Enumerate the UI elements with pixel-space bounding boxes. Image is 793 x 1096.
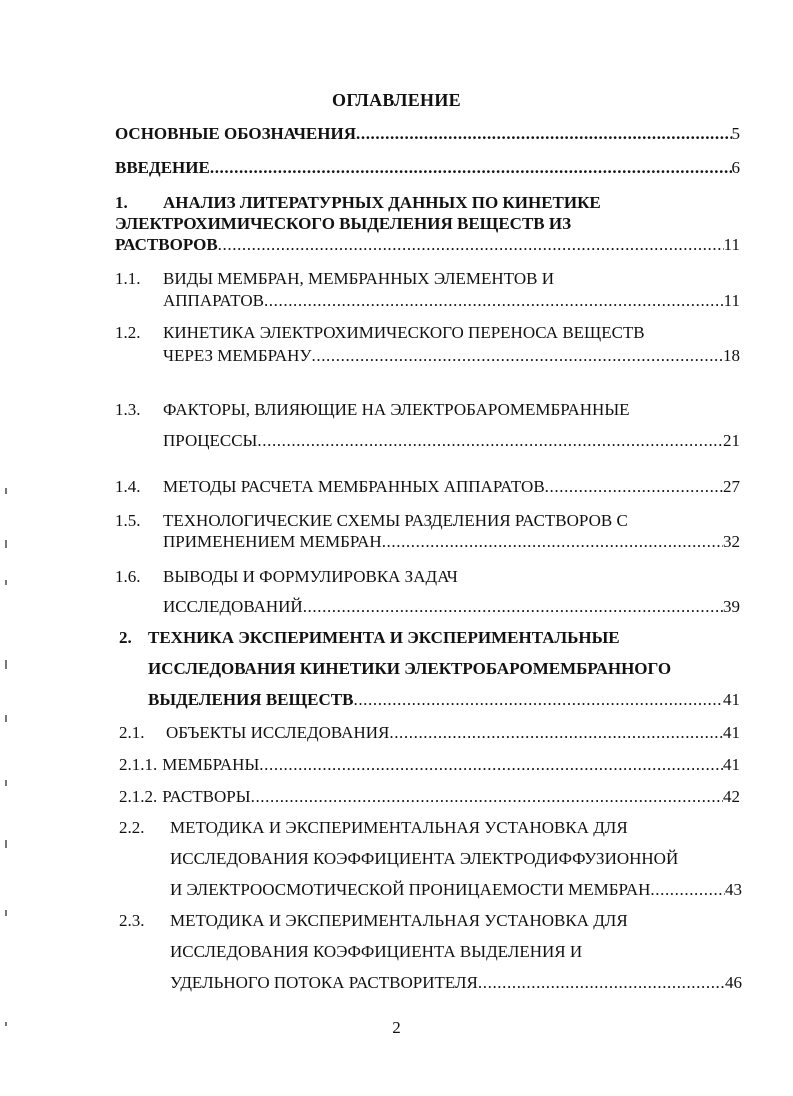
toc-entry-oboznach[interactable] [115,123,740,145]
toc-entry-text: ОБЪЕКТЫ ИССЛЕДОВАНИЯ [166,723,390,742]
toc-section-number: 2.1. [119,723,145,742]
dot-leader [251,786,723,808]
toc-section-number: 1.6. [115,567,141,586]
toc-section-number: 2.2. [119,818,145,837]
toc-section-number: 2.1.1. [119,755,158,774]
toc-section-number: 1.2. [115,323,141,342]
toc-section-2-2-line1[interactable]: МЕТОДИКА И ЭКСПЕРИМЕНТАЛЬНАЯ УСТАНОВКА ДЛЯ [170,818,628,837]
toc-section-2-2-line2[interactable]: ИССЛЕДОВАНИЯ КОЭФФИЦИЕНТА ЭЛЕКТРОДИФФУЗИОННОЙ [170,849,679,868]
dot-leader [478,972,725,994]
toc-section-1-2-line1[interactable]: КИНЕТИКА ЭЛЕКТРОХИМИЧЕСКОГО ПЕРЕНОСА ВЕЩЕСТВ [163,323,645,342]
toc-section-1-4[interactable] [163,476,740,498]
toc-entry-page: 11 [723,291,740,310]
toc-section-1-2-line2[interactable] [163,345,740,367]
toc-entry-text: ИССЛЕДОВАНИЙ [163,597,303,616]
toc-entry-page: 43 [725,880,742,899]
toc-entry-page: 21 [723,431,740,450]
toc-section-1-3-line2[interactable] [163,430,740,452]
toc-entry-page: 6 [731,158,740,177]
dot-leader [257,430,723,452]
toc-section-number: 1.4. [115,477,141,496]
scan-artifact [5,715,7,722]
toc-entry-page: 18 [723,346,740,365]
dot-leader [264,290,724,312]
toc-entry-text: РАСТВОРЫ [162,787,251,806]
toc-section-2-1-2[interactable] [119,786,740,808]
toc-section-2-3-line1[interactable]: МЕТОДИКА И ЭКСПЕРИМЕНТАЛЬНАЯ УСТАНОВКА ДЛЯ [170,911,628,930]
dot-leader [356,123,732,145]
dot-leader [353,689,723,711]
toc-section-2-3-line3[interactable] [170,972,742,994]
toc-entry-text: ЧЕРЕЗ МЕМБРАНУ [163,346,312,365]
toc-section-2-3-line2[interactable]: ИССЛЕДОВАНИЯ КОЭФФИЦИЕНТА ВЫДЕЛЕНИЯ И [170,942,583,961]
toc-entry-text: ВВЕДЕНИЕ [115,158,210,177]
toc-section-2-2-line3[interactable] [170,879,742,901]
scan-artifact [5,1022,7,1026]
toc-section-1-6-line1[interactable]: ВЫВОДЫ И ФОРМУЛИРОВКА ЗАДАЧ [163,567,458,586]
scan-artifact [5,540,7,548]
toc-entry-page: 46 [725,973,742,992]
toc-section-1-1-line2[interactable] [163,290,740,312]
toc-entry-page: 41 [723,690,740,709]
scan-artifact [5,840,7,848]
toc-entry-page: 42 [723,787,740,806]
toc-entry-page: 11 [723,235,740,254]
page-number: 2 [392,1018,401,1037]
toc-section-number: 2.1.2. [119,787,158,806]
toc-entry-page: 5 [731,124,740,143]
dot-leader [545,476,723,498]
toc-section-1-6-line2[interactable] [163,596,740,618]
toc-entry-text: МЕТОДЫ РАСЧЕТА МЕМБРАННЫХ АППАРАТОВ [163,477,545,496]
toc-entry-page: 32 [723,532,740,551]
toc-entry-text: ВЫДЕЛЕНИЯ ВЕЩЕСТВ [148,690,354,709]
toc-title: ОГЛАВЛЕНИЕ [332,90,461,110]
toc-section-2-1[interactable] [166,722,740,744]
dot-leader [312,345,724,367]
toc-entry-text: ОСНОВНЫЕ ОБОЗНАЧЕНИЯ [115,124,356,143]
toc-chapter-1-line1[interactable]: АНАЛИЗ ЛИТЕРАТУРНЫХ ДАННЫХ ПО КИНЕТИКЕ [163,193,601,212]
toc-entry-text: ПРИМЕНЕНИЕМ МЕМБРАН [163,532,382,551]
toc-chapter-2-line3[interactable] [148,689,740,711]
toc-entry-page: 41 [723,723,740,742]
scan-artifact [5,580,7,585]
toc-section-1-3-line1[interactable]: ФАКТОРЫ, ВЛИЯЮЩИЕ НА ЭЛЕКТРОБАРОМЕМБРАННЫЕ [163,400,630,419]
dot-leader [303,596,723,618]
toc-entry-page: 39 [723,597,740,616]
toc-chapter-2-line1[interactable]: ТЕХНИКА ЭКСПЕРИМЕНТА И ЭКСПЕРИМЕНТАЛЬНЫЕ [148,628,620,647]
toc-chapter-1-line2[interactable]: ЭЛЕКТРОХИМИЧЕСКОГО ВЫДЕЛЕНИЯ ВЕЩЕСТВ ИЗ [115,214,572,233]
toc-entry-text: И ЭЛЕКТРООСМОТИЧЕСКОЙ ПРОНИЦАЕМОСТИ МЕМБРАН [170,880,651,899]
toc-entry-page: 41 [723,755,740,774]
toc-section-number: 2.3. [119,911,145,930]
toc-section-1-5-line1[interactable]: ТЕХНОЛОГИЧЕСКИЕ СХЕМЫ РАЗДЕЛЕНИЯ РАСТВОРОВ С [163,511,628,530]
toc-chapter-number: 1. [115,193,128,212]
toc-entry-vvedenie[interactable] [115,157,740,179]
toc-chapter-number: 2. [119,628,132,647]
scan-artifact [5,488,7,494]
toc-entry-text: РАСТВОРОВ [115,235,218,254]
dot-leader [650,879,725,901]
toc-section-number: 1.5. [115,511,141,530]
dot-leader [259,754,723,776]
dot-leader [218,234,724,256]
toc-entry-page: 27 [723,477,740,496]
dot-leader [382,531,723,553]
toc-section-number: 1.1. [115,269,141,288]
toc-section-1-5-line2[interactable] [163,531,740,553]
toc-entry-text: АППАРАТОВ [163,291,264,310]
scan-artifact [5,660,7,669]
toc-entry-text: УДЕЛЬНОГО ПОТОКА РАСТВОРИТЕЛЯ [170,973,478,992]
dot-leader [389,722,723,744]
scan-artifact [5,910,7,916]
scan-artifact [5,780,7,786]
toc-entry-text: ПРОЦЕССЫ [163,431,258,450]
toc-chapter-1-line3[interactable] [115,234,740,256]
toc-entry-text: МЕМБРАНЫ [162,755,260,774]
dot-leader [210,157,732,179]
toc-section-1-1-line1[interactable]: ВИДЫ МЕМБРАН, МЕМБРАННЫХ ЭЛЕМЕНТОВ И [163,269,554,288]
toc-section-2-1-1[interactable] [119,754,740,776]
toc-section-number: 1.3. [115,400,141,419]
toc-chapter-2-line2[interactable]: ИССЛЕДОВАНИЯ КИНЕТИКИ ЭЛЕКТРОБАРОМЕМБРАННОГО [148,659,672,678]
